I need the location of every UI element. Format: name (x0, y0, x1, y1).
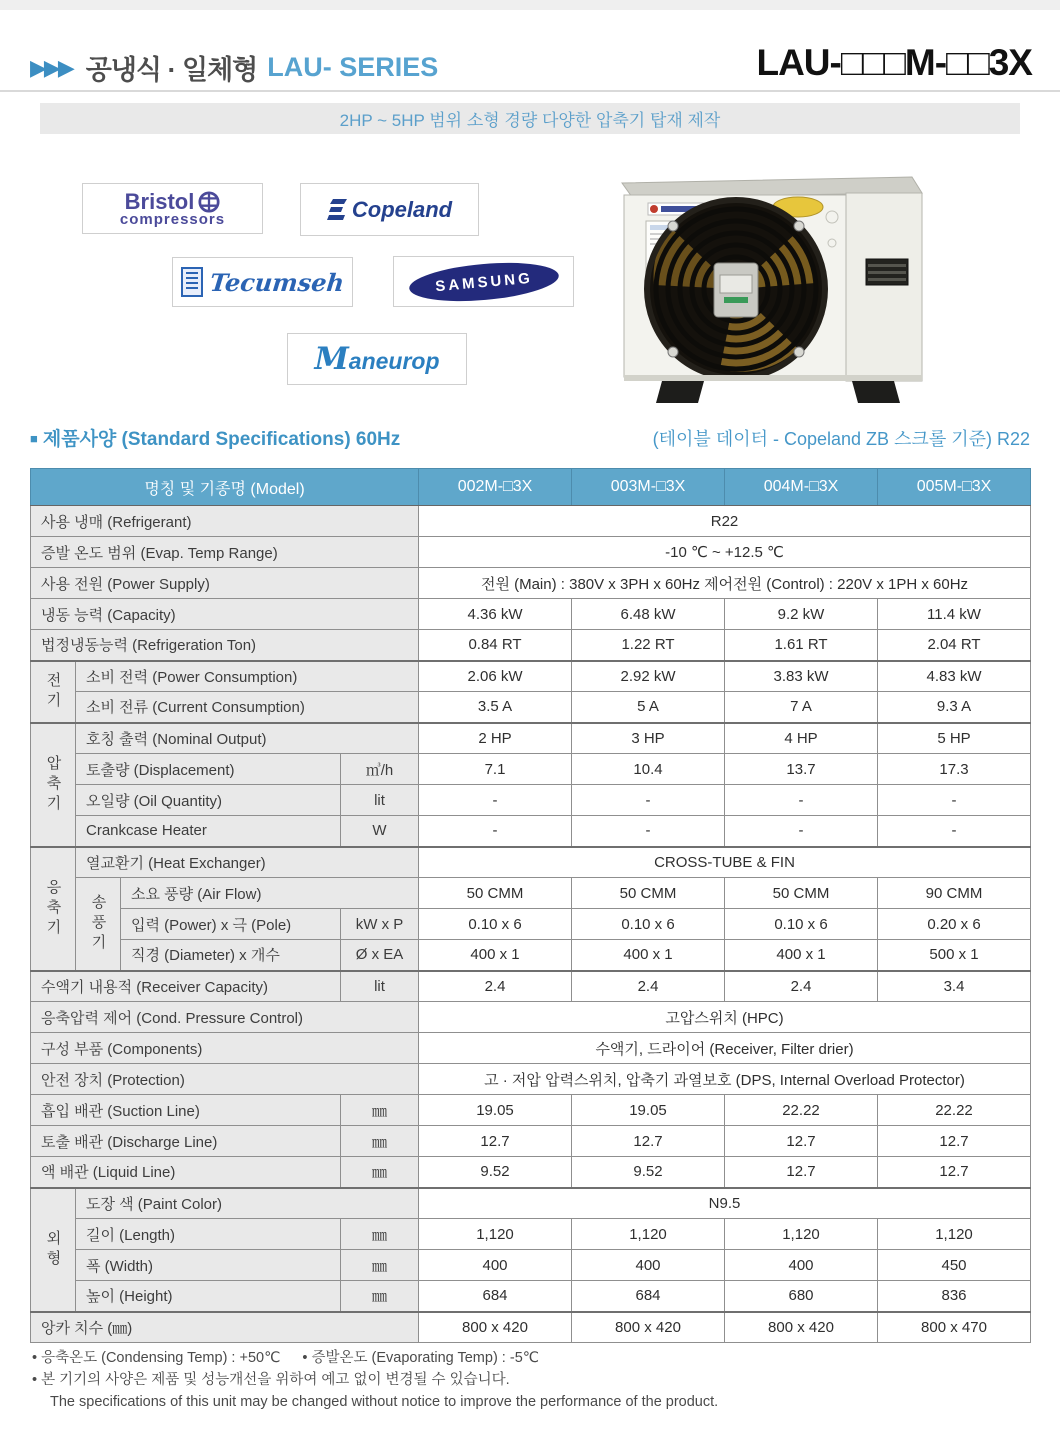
samsung-ellipse-icon (407, 257, 560, 306)
logo-bristol-subtext: compressors (119, 211, 226, 228)
cell-value: 400 x 1 (419, 940, 572, 971)
cell-value: 2.4 (572, 971, 725, 1002)
unit-cell: ㎜ (341, 1281, 419, 1312)
logo-samsung (393, 256, 574, 307)
row-label: 액 배관 (Liquid Line) (31, 1157, 341, 1188)
logo-bristol-text: Bristol (124, 189, 195, 214)
row-label: 소요 풍량 (Air Flow) (121, 878, 419, 909)
unit-cell: ㎜ (341, 1126, 419, 1157)
row-fan-diameter (31, 940, 1031, 971)
row-capacity (31, 599, 1031, 630)
group-fan: 송풍기 (76, 878, 121, 971)
row-air-flow (31, 878, 1031, 909)
unit-cell: ㎥/h (341, 754, 419, 785)
unit-cell: ㎜ (341, 1250, 419, 1281)
cell-value: 7 A (725, 692, 878, 723)
cell-value: 1.61 RT (725, 630, 878, 661)
product-photo (600, 163, 940, 409)
model-column-4: 005M-□3X (878, 469, 1031, 506)
group-compressor: 압축기 (31, 723, 76, 847)
page-top-strip (0, 0, 1060, 10)
row-length (31, 1219, 1031, 1250)
row-label: 소비 전류 (Current Consumption) (76, 692, 419, 723)
cell-value: 1.22 RT (572, 630, 725, 661)
row-label: 응축압력 제어 (Cond. Pressure Control) (31, 1002, 419, 1033)
model-column-1: 002M-□3X (419, 469, 572, 506)
row-evap-range (31, 537, 1031, 568)
cell-value: 3 HP (572, 723, 725, 754)
note-english: The specifications of this unit may be changed without notice to improve the performance of the product. (50, 1393, 719, 1410)
row-label: 안전 장치 (Protection) (31, 1064, 419, 1095)
row-value: N9.5 (419, 1188, 1031, 1219)
row-label: 수액기 내용적 (Receiver Capacity) (31, 971, 341, 1002)
row-label: 호칭 출력 (Nominal Output) (76, 723, 419, 754)
cell-value: 1,120 (878, 1219, 1031, 1250)
model-code: LAU-□□□M-□□3X (756, 42, 1032, 83)
section-title-left (30, 424, 400, 451)
section-title-left-text: 제품사양 (Standard Specifications) 60Hz (42, 429, 401, 450)
logo-copeland-text: Copeland (351, 196, 453, 222)
note-korean-text: 본 기기의 사양은 제품 및 성능개선을 위하여 예고 없이 변경될 수 있습니다. (41, 1371, 510, 1388)
cell-value: 2.4 (725, 971, 878, 1002)
cell-value: 2.06 kW (419, 661, 572, 692)
triple-arrow-icon: ▶▶▶ (30, 54, 72, 80)
cell-value: 1,120 (572, 1219, 725, 1250)
cell-value: 12.7 (878, 1157, 1031, 1188)
cell-value: 50 CMM (572, 878, 725, 909)
cell-value: 1,120 (419, 1219, 572, 1250)
cell-value: 19.05 (419, 1095, 572, 1126)
cell-value: 400 (572, 1250, 725, 1281)
cell-value: 12.7 (572, 1126, 725, 1157)
cell-value: 17.3 (878, 754, 1031, 785)
cell-value: 2.4 (419, 971, 572, 1002)
cell-value: 400 x 1 (572, 940, 725, 971)
row-oil-quantity (31, 785, 1031, 816)
row-receiver-capacity (31, 971, 1031, 1002)
row-power-supply (31, 568, 1031, 599)
cell-value: 836 (878, 1281, 1031, 1312)
row-suction-line (31, 1095, 1031, 1126)
cell-value: 0.10 x 6 (419, 909, 572, 940)
group-condenser: 응축기 (31, 847, 76, 971)
cell-value: 5 A (572, 692, 725, 723)
row-label: 사용 전원 (Power Supply) (31, 568, 419, 599)
row-label: 구성 부품 (Components) (31, 1033, 419, 1064)
cell-value: 400 (725, 1250, 878, 1281)
cell-value: 500 x 1 (878, 940, 1031, 971)
row-displacement (31, 754, 1031, 785)
cell-value: - (572, 816, 725, 847)
note-evaporating: 증발온도 (Evaporating Temp) : -5℃ (311, 1350, 540, 1366)
spec-table (30, 468, 1031, 1343)
logo-tecumseh (172, 257, 353, 307)
square-bullet-icon: ■ (30, 431, 38, 446)
cell-value: 22.22 (725, 1095, 878, 1126)
footer-notes (32, 1348, 1032, 1413)
row-value: 고압스위치 (HPC) (419, 1002, 1031, 1033)
cell-value: 0.20 x 6 (878, 909, 1031, 940)
row-height (31, 1281, 1031, 1312)
note-korean (32, 1370, 1032, 1392)
cell-value: 12.7 (725, 1157, 878, 1188)
logo-samsung-text: SAMSUNG (434, 268, 533, 295)
model-column-2: 003M-□3X (572, 469, 725, 506)
section-title-right: (테이블 데이터 - Copeland ZB 스크롤 기준) R22 (652, 429, 1030, 449)
bullet-icon: • (302, 1350, 308, 1366)
logo-maneurop (287, 333, 467, 385)
row-value: 수액기, 드라이어 (Receiver, Filter drier) (419, 1033, 1031, 1064)
row-label: 토출 배관 (Discharge Line) (31, 1126, 341, 1157)
cell-value: 684 (419, 1281, 572, 1312)
cell-value: 2 HP (419, 723, 572, 754)
cell-value: 800 x 420 (419, 1312, 572, 1343)
cell-value: 7.1 (419, 754, 572, 785)
feature-banner: 2HP ~ 5HP 범위 소형 경량 다양한 압축기 탑재 제작 (40, 103, 1020, 134)
cell-value: - (725, 816, 878, 847)
cell-value: 6.48 kW (572, 599, 725, 630)
cell-value: 400 (419, 1250, 572, 1281)
row-label: 길이 (Length) (76, 1219, 341, 1250)
row-label: 직경 (Diameter) x 개수 (121, 940, 341, 971)
cell-value: 12.7 (419, 1126, 572, 1157)
cell-value: 450 (878, 1250, 1031, 1281)
copeland-e-icon (327, 199, 347, 221)
cell-value: 4.36 kW (419, 599, 572, 630)
cell-value: 9.52 (572, 1157, 725, 1188)
unit-cell: ㎜ (341, 1095, 419, 1126)
row-anchor-dimension (31, 1312, 1031, 1343)
cell-value: 4.83 kW (878, 661, 1031, 692)
cell-value: 1,120 (725, 1219, 878, 1250)
row-label: 흡입 배관 (Suction Line) (31, 1095, 341, 1126)
unit-cell: W (341, 816, 419, 847)
row-width (31, 1250, 1031, 1281)
row-label: 폭 (Width) (76, 1250, 341, 1281)
page-title-korean: 공냉식 · 일체형 (85, 55, 258, 85)
cell-value: 800 x 420 (725, 1312, 878, 1343)
cell-value: 800 x 420 (572, 1312, 725, 1343)
cell-value: 50 CMM (419, 878, 572, 909)
cell-value: 2.92 kW (572, 661, 725, 692)
row-crankcase-heater (31, 816, 1031, 847)
row-value: 고 · 저압 압력스위치, 압축기 과열보호 (DPS, Internal Overload Protector) (419, 1064, 1031, 1095)
row-nominal-output (31, 723, 1031, 754)
cell-value: 800 x 470 (878, 1312, 1031, 1343)
bristol-circle-icon (198, 191, 220, 213)
note-condensing: 응축온도 (Condensing Temp) : +50℃ (41, 1350, 281, 1366)
cell-value: 400 x 1 (725, 940, 878, 971)
cell-value: 11.4 kW (878, 599, 1031, 630)
cell-value: 10.4 (572, 754, 725, 785)
row-label: 도장 색 (Paint Color) (76, 1188, 419, 1219)
group-dimension: 외형 (31, 1188, 76, 1312)
cell-value: 684 (572, 1281, 725, 1312)
row-power-consumption (31, 661, 1031, 692)
cell-value: - (878, 816, 1031, 847)
note-temps (32, 1348, 1032, 1370)
row-label: 법정냉동능력 (Refrigeration Ton) (31, 630, 419, 661)
logo-maneurop-text: Maneurop (314, 341, 440, 377)
row-label: 증발 온도 범위 (Evap. Temp Range) (31, 537, 419, 568)
row-label: 사용 냉매 (Refrigerant) (31, 506, 419, 537)
cell-value: 12.7 (725, 1126, 878, 1157)
cell-value: 3.4 (878, 971, 1031, 1002)
table-header-row (31, 469, 1031, 506)
cell-value: 0.10 x 6 (725, 909, 878, 940)
cell-value: - (419, 816, 572, 847)
cell-value: - (419, 785, 572, 816)
row-label: 냉동 능력 (Capacity) (31, 599, 419, 630)
logo-tecumseh-text: Tecumseh (208, 267, 346, 297)
row-refrigeration-ton (31, 630, 1031, 661)
cell-value: - (725, 785, 878, 816)
cell-value: 9.2 kW (725, 599, 878, 630)
row-discharge-line (31, 1126, 1031, 1157)
row-paint-color (31, 1188, 1031, 1219)
row-label: 열교환기 (Heat Exchanger) (76, 847, 419, 878)
cell-value: 12.7 (878, 1126, 1031, 1157)
cell-value: 50 CMM (725, 878, 878, 909)
cell-value: 4 HP (725, 723, 878, 754)
cell-value: - (572, 785, 725, 816)
row-components (31, 1033, 1031, 1064)
row-heat-exchanger (31, 847, 1031, 878)
row-label: 앙카 치수 (㎜) (31, 1312, 419, 1343)
row-fan-power-pole (31, 909, 1031, 940)
row-label: 높이 (Height) (76, 1281, 341, 1312)
row-refrigerant (31, 506, 1031, 537)
row-protection (31, 1064, 1031, 1095)
bullet-icon: • (32, 1350, 38, 1366)
cell-value: 0.10 x 6 (572, 909, 725, 940)
row-liquid-line (31, 1157, 1031, 1188)
row-label: 소비 전력 (Power Consumption) (76, 661, 419, 692)
unit-cell: Ø x EA (341, 940, 419, 971)
cell-value: 3.5 A (419, 692, 572, 723)
cell-value: 9.3 A (878, 692, 1031, 723)
cell-value: 3.83 kW (725, 661, 878, 692)
logo-copeland (300, 183, 479, 236)
cell-value: 0.84 RT (419, 630, 572, 661)
unit-cell: kW x P (341, 909, 419, 940)
unit-cell: lit (341, 785, 419, 816)
unit-cell: ㎜ (341, 1219, 419, 1250)
row-current-consumption (31, 692, 1031, 723)
cell-value: 9.52 (419, 1157, 572, 1188)
row-label: 오일량 (Oil Quantity) (76, 785, 341, 816)
row-label: 입력 (Power) x 극 (Pole) (121, 909, 341, 940)
cell-value: 2.04 RT (878, 630, 1031, 661)
unit-cell: ㎜ (341, 1157, 419, 1188)
page-title-series: LAU- SERIES (267, 52, 439, 82)
header-divider (0, 90, 1060, 92)
cell-value: 5 HP (878, 723, 1031, 754)
row-label: Crankcase Heater (76, 816, 341, 847)
model-column-3: 004M-□3X (725, 469, 878, 506)
cell-value: 680 (725, 1281, 878, 1312)
cell-value: 22.22 (878, 1095, 1031, 1126)
cell-value: 90 CMM (878, 878, 1031, 909)
row-value: CROSS-TUBE & FIN (419, 847, 1031, 878)
row-value: -10 ℃ ~ +12.5 ℃ (419, 537, 1031, 568)
logo-bristol (82, 183, 263, 234)
cell-value: 19.05 (572, 1095, 725, 1126)
row-pressure-control (31, 1002, 1031, 1033)
tecumseh-stamp-icon (181, 267, 203, 297)
row-label: 토출량 (Displacement) (76, 754, 341, 785)
bullet-icon: • (32, 1371, 38, 1388)
cell-value: 13.7 (725, 754, 878, 785)
row-value: R22 (419, 506, 1031, 537)
model-header-label: 명칭 및 기종명 (Model) (31, 469, 419, 506)
cell-value: - (878, 785, 1031, 816)
group-electric: 전기 (31, 661, 76, 723)
unit-cell: lit (341, 971, 419, 1002)
row-value: 전원 (Main) : 380V x 3PH x 60Hz 제어전원 (Control) : 220V x 1PH x 60Hz (419, 568, 1031, 599)
